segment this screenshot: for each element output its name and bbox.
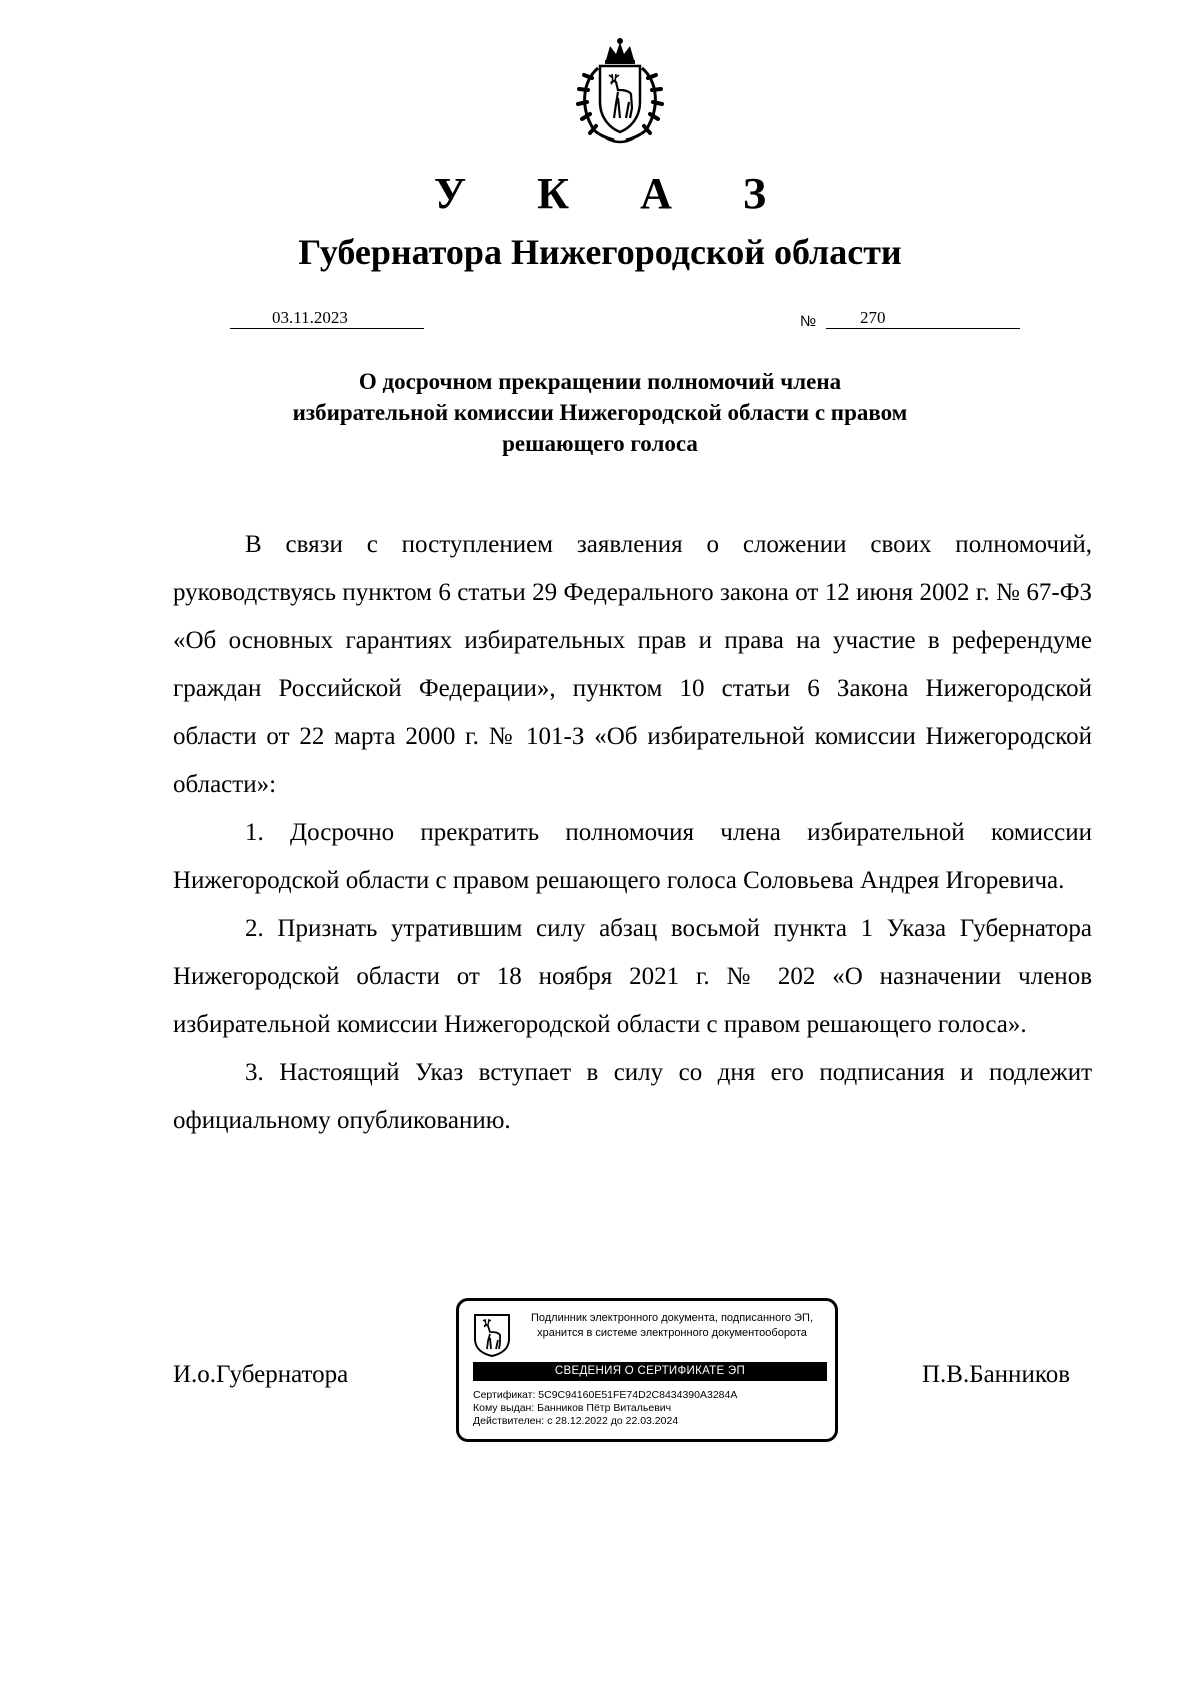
subject-line: избирательной комиссии Нижегородской области с правом bbox=[292, 400, 908, 425]
subject-line: О досрочном прекращении полномочий члена bbox=[358, 369, 842, 394]
signatory-title: И.о.Губернатора bbox=[173, 1361, 349, 1388]
certificate-info-bar: СВЕДЕНИЯ О СЕРТИФИКАТЕ ЭП bbox=[473, 1362, 827, 1381]
document-subject bbox=[200, 366, 1000, 459]
stamp-header bbox=[517, 1311, 827, 1341]
signatory-name: П.В.Банников bbox=[922, 1361, 1070, 1388]
clause-paragraph: 2. Признать утратившим силу абзац восьмой пункта 1 Указа Губернатора Нижегородской области от 18 ноября 2021 г. № 202 «О назначении членов избирательной комиссии Нижегородской области с правом решающего голоса». bbox=[173, 915, 1092, 1038]
document-body bbox=[173, 521, 1092, 1145]
preamble-paragraph: В связи с поступлением заявления о сложении своих полномочий, руководствуясь пунктом 6 статьи 29 Федерального закона от 12 июня 2002 г. № 67-ФЗ «Об основных гарантиях избирательных прав и права на участие в референдуме граждан Российской Федерации», пунктом 10 статьи 6 Закона Нижегородской области от 22 марта 2000 г. № 101-З «Об избирательной комиссии Нижегородской области»: bbox=[173, 531, 1092, 798]
stamp-header-line: Подлинник электронного документа, подписанного ЭП, bbox=[530, 1312, 814, 1324]
stamp-header-line: хранится в системе электронного документооборота bbox=[537, 1327, 807, 1339]
subject-line: решающего голоса bbox=[502, 431, 698, 456]
coat-of-arms-icon bbox=[568, 38, 672, 146]
electronic-signature-stamp bbox=[456, 1298, 838, 1442]
issuer-title: Губернатора Нижегородской области bbox=[298, 232, 902, 272]
certificate-details bbox=[473, 1389, 737, 1428]
certificate-owner: Кому выдан: Банников Пётр Витальевич bbox=[473, 1402, 672, 1414]
document-type-title: У К А З bbox=[433, 169, 797, 218]
clause-paragraph: 3. Настоящий Указ вступает в силу со дня его подписания и подлежит официальному опубликованию. bbox=[173, 1059, 1092, 1134]
document-number: 270 bbox=[826, 308, 1020, 329]
clause-paragraph: 1. Досрочно прекратить полномочия члена избирательной комиссии Нижегородской области с правом решающего голоса Соловьева Андрея Игоревича. bbox=[173, 819, 1092, 894]
number-label: № bbox=[800, 313, 817, 330]
deer-shield-icon bbox=[473, 1313, 511, 1357]
certificate-validity: Действителен: с 28.12.2022 до 22.03.2024 bbox=[473, 1415, 679, 1427]
document-date: 03.11.2023 bbox=[230, 308, 424, 329]
certificate-serial: Сертификат: 5C9C94160E51FE74D2C8434390A3284A bbox=[473, 1389, 738, 1401]
